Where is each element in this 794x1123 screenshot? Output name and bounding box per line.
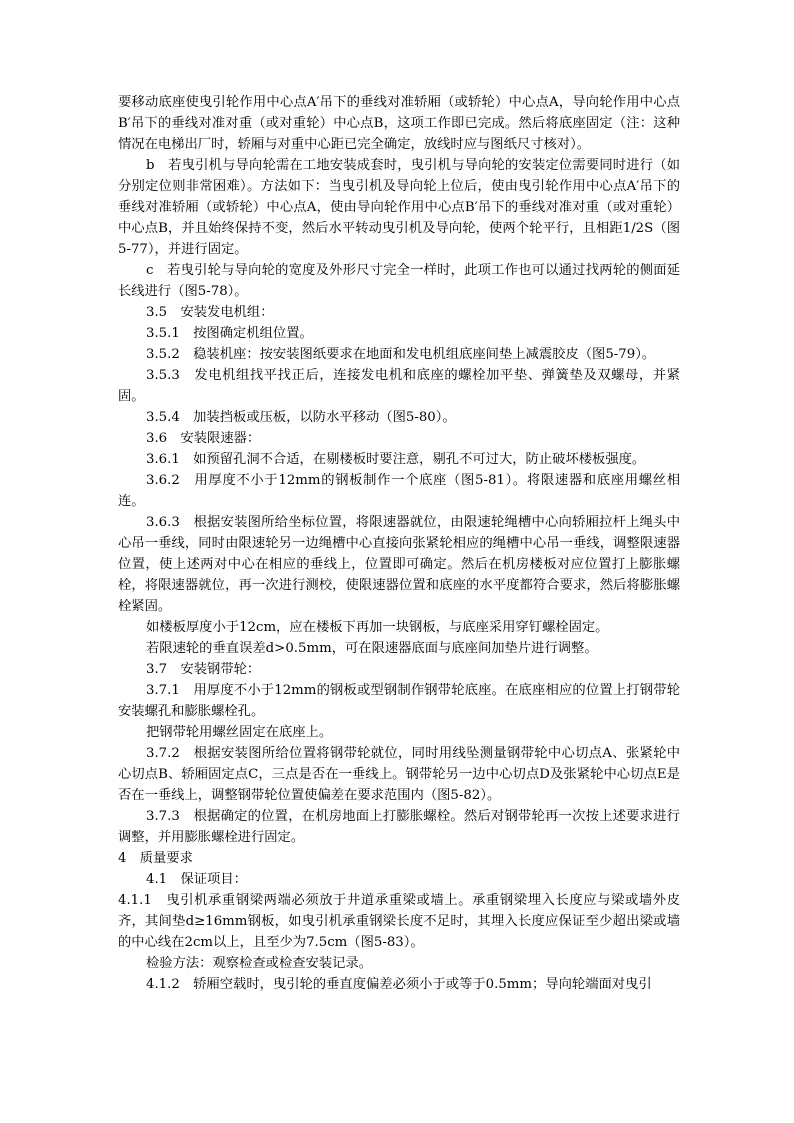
paragraph-inspection-method: 检验方法：观察检查或检查安装记录。 [146, 956, 373, 971]
paragraph-same-width-wheels: c 若曳引轮与导向轮的宽度及外形尺寸完全一样时，此项工作也可以通过找两轮的侧面延长线进行（图5-78）。 [118, 263, 680, 299]
heading-3-5: 3.5 安装发电机组： [146, 305, 274, 320]
paragraph-3-6-3: 3.6.3 根据安装图所给坐标位置，将限速器就位，由限速轮绳槽中心向轿厢拉杆上绳头中心吊一垂线，同时由限速轮另一边绳槽中心直接向张紧轮相应的绳槽中心吊一垂线，调整限速器位置，使上述两对中心在相应的垂线上，位置即可确定。然后在机房楼板对应位置打上膨胀螺栓，将限速器就位，再一次进行测校，使限速器位置和底座的水平度都符合要求，然后将膨胀螺栓紧固。 [118, 515, 680, 614]
paragraph-3-6-2: 3.6.2 用厚度不小于12mm的钢板制作一个底座（图5-81）。将限速器和底座用螺丝相连。 [118, 473, 680, 509]
paragraph-3-5-3: 3.5.3 发电机组找平找正后，连接发电机和底座的螺栓加平垫、弹簧垫及双螺母，并紧固。 [118, 368, 680, 404]
heading-3-7: 3.7 安装钢带轮： [146, 662, 261, 677]
paragraph-3-5-2: 3.5.2 稳装机座：按安装图纸要求在地面和发电机组底座间垫上减震胶皮（图5-79）。 [146, 347, 656, 362]
paragraph-onsite-assembly: b 若曳引机与导向轮需在工地安装成套时，曳引机与导向轮的安装定位需要同时进行（如分别定位则非常困难）。方法如下：当曳引机及导向轮上位后，使由曳引轮作用中心点A′吊下的垂线对准轿厢（或轿轮）中心点A，使由导向轮作用中心点B′吊下的垂线对准对重（或对重轮）中心点B，并且始终保持不变，然后水平转动曳引机及导向轮，使两个轮平行，且相距1/2S（图5-77），并进行固定。 [118, 158, 680, 257]
paragraph-4-1-1: 4.1.1 曳引机承重钢梁两端必须放于井道承重梁或墙上。承重钢梁埋入长度应与梁或墙外皮齐，其间垫d≥16mm钢板，如曳引机承重钢梁长度不足时，其埋入长度应保证至少超出梁或墙的中心线在2cm以上，且至少为7.5cm（图5-83）。 [118, 893, 680, 950]
paragraph-4-1-2: 4.1.2 轿厢空载时，曳引轮的垂直度偏差必须小于或等于0.5mm；导向轮端面对曳引 [146, 977, 652, 992]
heading-3-6: 3.6 安装限速器： [146, 431, 261, 446]
paragraph-traction-alignment-end: 要移动底座使曳引轮作用中心点A′吊下的垂线对准轿厢（或轿轮）中心点A，导向轮作用中心点B′吊下的垂线对准对重（或对重轮）中心点B，这项工作即已完成。然后将底座固定（注：这种情况在电梯出厂时，轿厢与对重中心距已完全确定，放线时应与图纸尺寸核对）。 [118, 95, 680, 152]
heading-4-quality: 4 质量要求 [118, 851, 193, 866]
paragraph-3-5-4: 3.5.4 加装挡板或压板，以防水平移动（图5-80）。 [146, 410, 456, 425]
paragraph-3-7-2: 3.7.2 根据安装图所给位置将钢带轮就位，同时用线坠测量钢带轮中心切点A、张紧轮中心切点B、轿厢固定点C，三点是否在一垂线上。钢带轮另一边中心切点D及张紧轮中心切点E是否在一垂线上，调整钢带轮位置使偏差在要求范围内（图5-82）。 [118, 746, 680, 803]
paragraph-floor-thickness: 如楼板厚度小于12cm，应在楼板下再加一块钢板，与底座采用穿钉螺栓固定。 [146, 620, 609, 635]
paragraph-3-7-3: 3.7.3 根据确定的位置，在机房地面上打膨胀螺栓。然后对钢带轮再一次按上述要求进行调整，并用膨胀螺栓进行固定。 [118, 809, 680, 845]
document-body [118, 92, 680, 995]
paragraph-fix-steel-belt-wheel: 把钢带轮用螺丝固定在底座上。 [146, 725, 333, 740]
heading-4-1: 4.1 保证项目： [146, 872, 247, 887]
paragraph-3-5-1: 3.5.1 按图确定机组位置。 [146, 326, 313, 341]
paragraph-3-7-1: 3.7.1 用厚度不小于12mm的钢板或型钢制作钢带轮底座。在底座相应的位置上打钢带轮安装螺孔和膨胀螺栓孔。 [118, 683, 680, 719]
paragraph-3-6-1: 3.6.1 如预留孔洞不合适，在剔楼板时要注意，剔孔不可过大，防止破坏楼板强度。 [146, 452, 646, 467]
paragraph-vertical-error: 若限速轮的垂直误差d>0.5mm，可在限速器底面与底座间加垫片进行调整。 [146, 641, 598, 656]
